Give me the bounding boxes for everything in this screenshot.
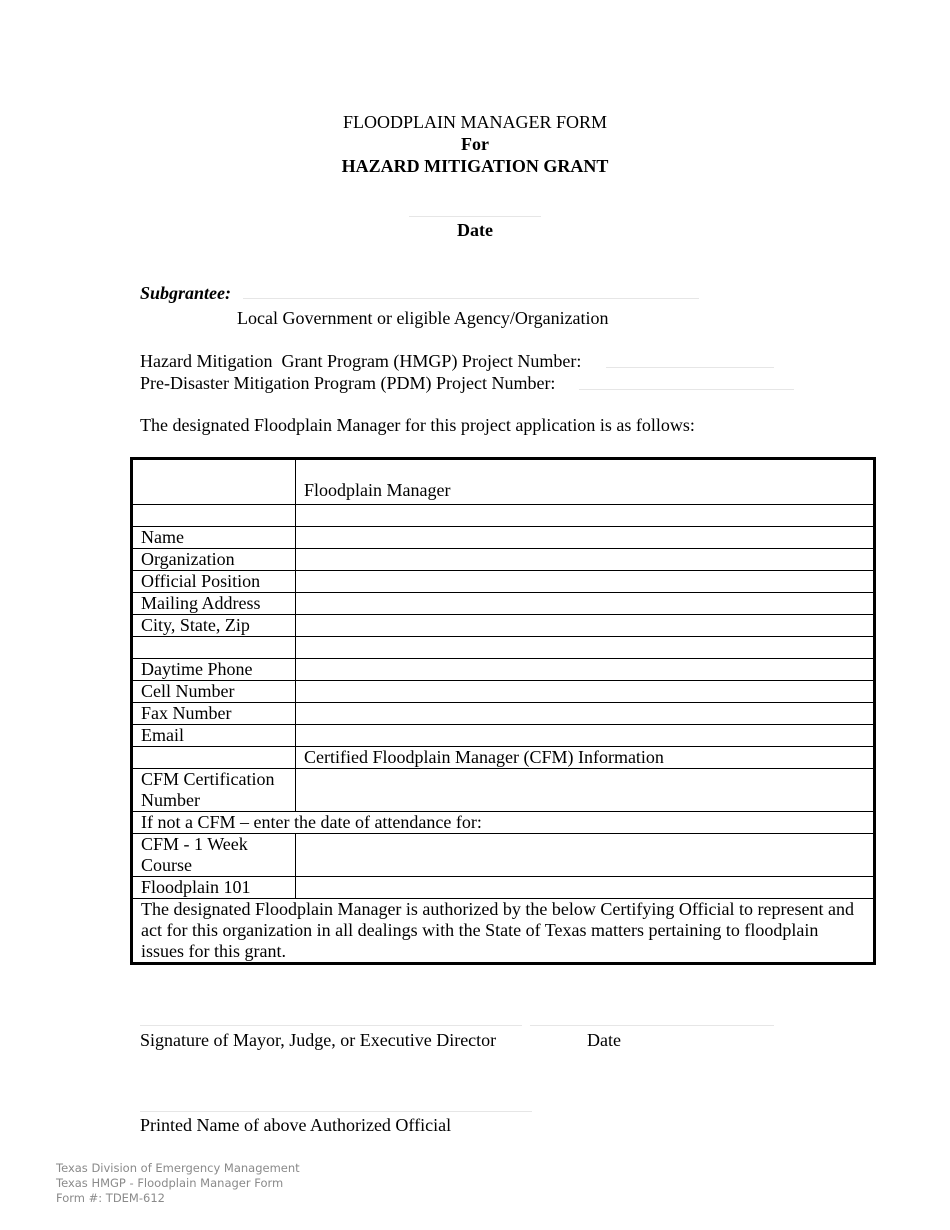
footer-agency: Texas Division of Emergency Management — [56, 1161, 300, 1175]
mailing-address-input[interactable] — [296, 593, 875, 615]
intro-text: The designated Floodplain Manager for this project application is as follows: — [140, 415, 695, 435]
cfm-week-course-input[interactable] — [296, 834, 875, 877]
name-label: Name — [132, 527, 296, 549]
signature-label: Signature of Mayor, Judge, or Executive Director — [140, 1030, 497, 1050]
printed-name-field[interactable] — [140, 1111, 532, 1112]
address-extra-input[interactable] — [296, 637, 875, 659]
name-input[interactable] — [296, 527, 875, 549]
hmgp-project-number-label: Hazard Mitigation Grant Program (HMGP) Project Number: — [140, 351, 582, 371]
city-state-zip-label: City, State, Zip — [132, 615, 296, 637]
cfm-certification-number-label: CFM Certification Number — [132, 769, 296, 812]
cell-number-input[interactable] — [296, 681, 875, 703]
date-label: Date — [457, 220, 493, 240]
city-state-zip-input[interactable] — [296, 615, 875, 637]
footer-form-number: Form #: TDEM-612 — [56, 1191, 165, 1205]
cfm-week-course-label: CFM - 1 Week Course — [132, 834, 296, 877]
floodplain-manager-table — [130, 457, 876, 965]
authorization-statement: The designated Floodplain Manager is authorized by the below Certifying Official to represent and act for this organization in all dealings with the State of Texas matters pertaining to floodplain issues for this grant. — [132, 899, 875, 964]
signature-date-field[interactable] — [530, 1025, 774, 1026]
footer-form-name: Texas HMGP - Floodplain Manager Form — [56, 1176, 284, 1190]
fax-number-label: Fax Number — [132, 703, 296, 725]
email-label: Email — [132, 725, 296, 747]
mailing-address-label: Mailing Address — [132, 593, 296, 615]
official-position-input[interactable] — [296, 571, 875, 593]
header-blank-cell — [132, 459, 296, 505]
date-field[interactable] — [409, 216, 541, 217]
fax-number-input[interactable] — [296, 703, 875, 725]
printed-name-label: Printed Name of above Authorized Official — [140, 1115, 452, 1135]
organization-label: Organization — [132, 549, 296, 571]
form-title: FLOODPLAIN MANAGER FORM — [342, 112, 608, 132]
cell-number-label: Cell Number — [132, 681, 296, 703]
subgrantee-label: Subgrantee: — [140, 283, 232, 303]
hmgp-project-number-field[interactable] — [606, 367, 774, 368]
form-title-grant: HAZARD MITIGATION GRANT — [341, 156, 609, 176]
daytime-phone-label: Daytime Phone — [132, 659, 296, 681]
cfm-section-header: Certified Floodplain Manager (CFM) Information — [296, 747, 875, 769]
footer — [56, 1161, 300, 1206]
subgrantee-field[interactable] — [243, 298, 699, 299]
pdm-project-number-label: Pre-Disaster Mitigation Program (PDM) Project Number: — [140, 373, 556, 393]
organization-input[interactable] — [296, 549, 875, 571]
form-title-for: For — [461, 134, 489, 154]
cfm-certification-number-input[interactable] — [296, 769, 875, 812]
signature-date-label: Date — [587, 1030, 621, 1050]
signature-field[interactable] — [140, 1025, 522, 1026]
daytime-phone-input[interactable] — [296, 659, 875, 681]
table-header: Floodplain Manager — [296, 459, 875, 505]
not-cfm-instruction: If not a CFM – enter the date of attendance for: — [132, 812, 875, 834]
floodplain-101-label: Floodplain 101 — [132, 877, 296, 899]
official-position-label: Official Position — [132, 571, 296, 593]
pdm-project-number-field[interactable] — [579, 389, 794, 390]
subgrantee-caption: Local Government or eligible Agency/Organization — [237, 308, 609, 328]
floodplain-101-input[interactable] — [296, 877, 875, 899]
blank-input[interactable] — [296, 505, 875, 527]
email-input[interactable] — [296, 725, 875, 747]
